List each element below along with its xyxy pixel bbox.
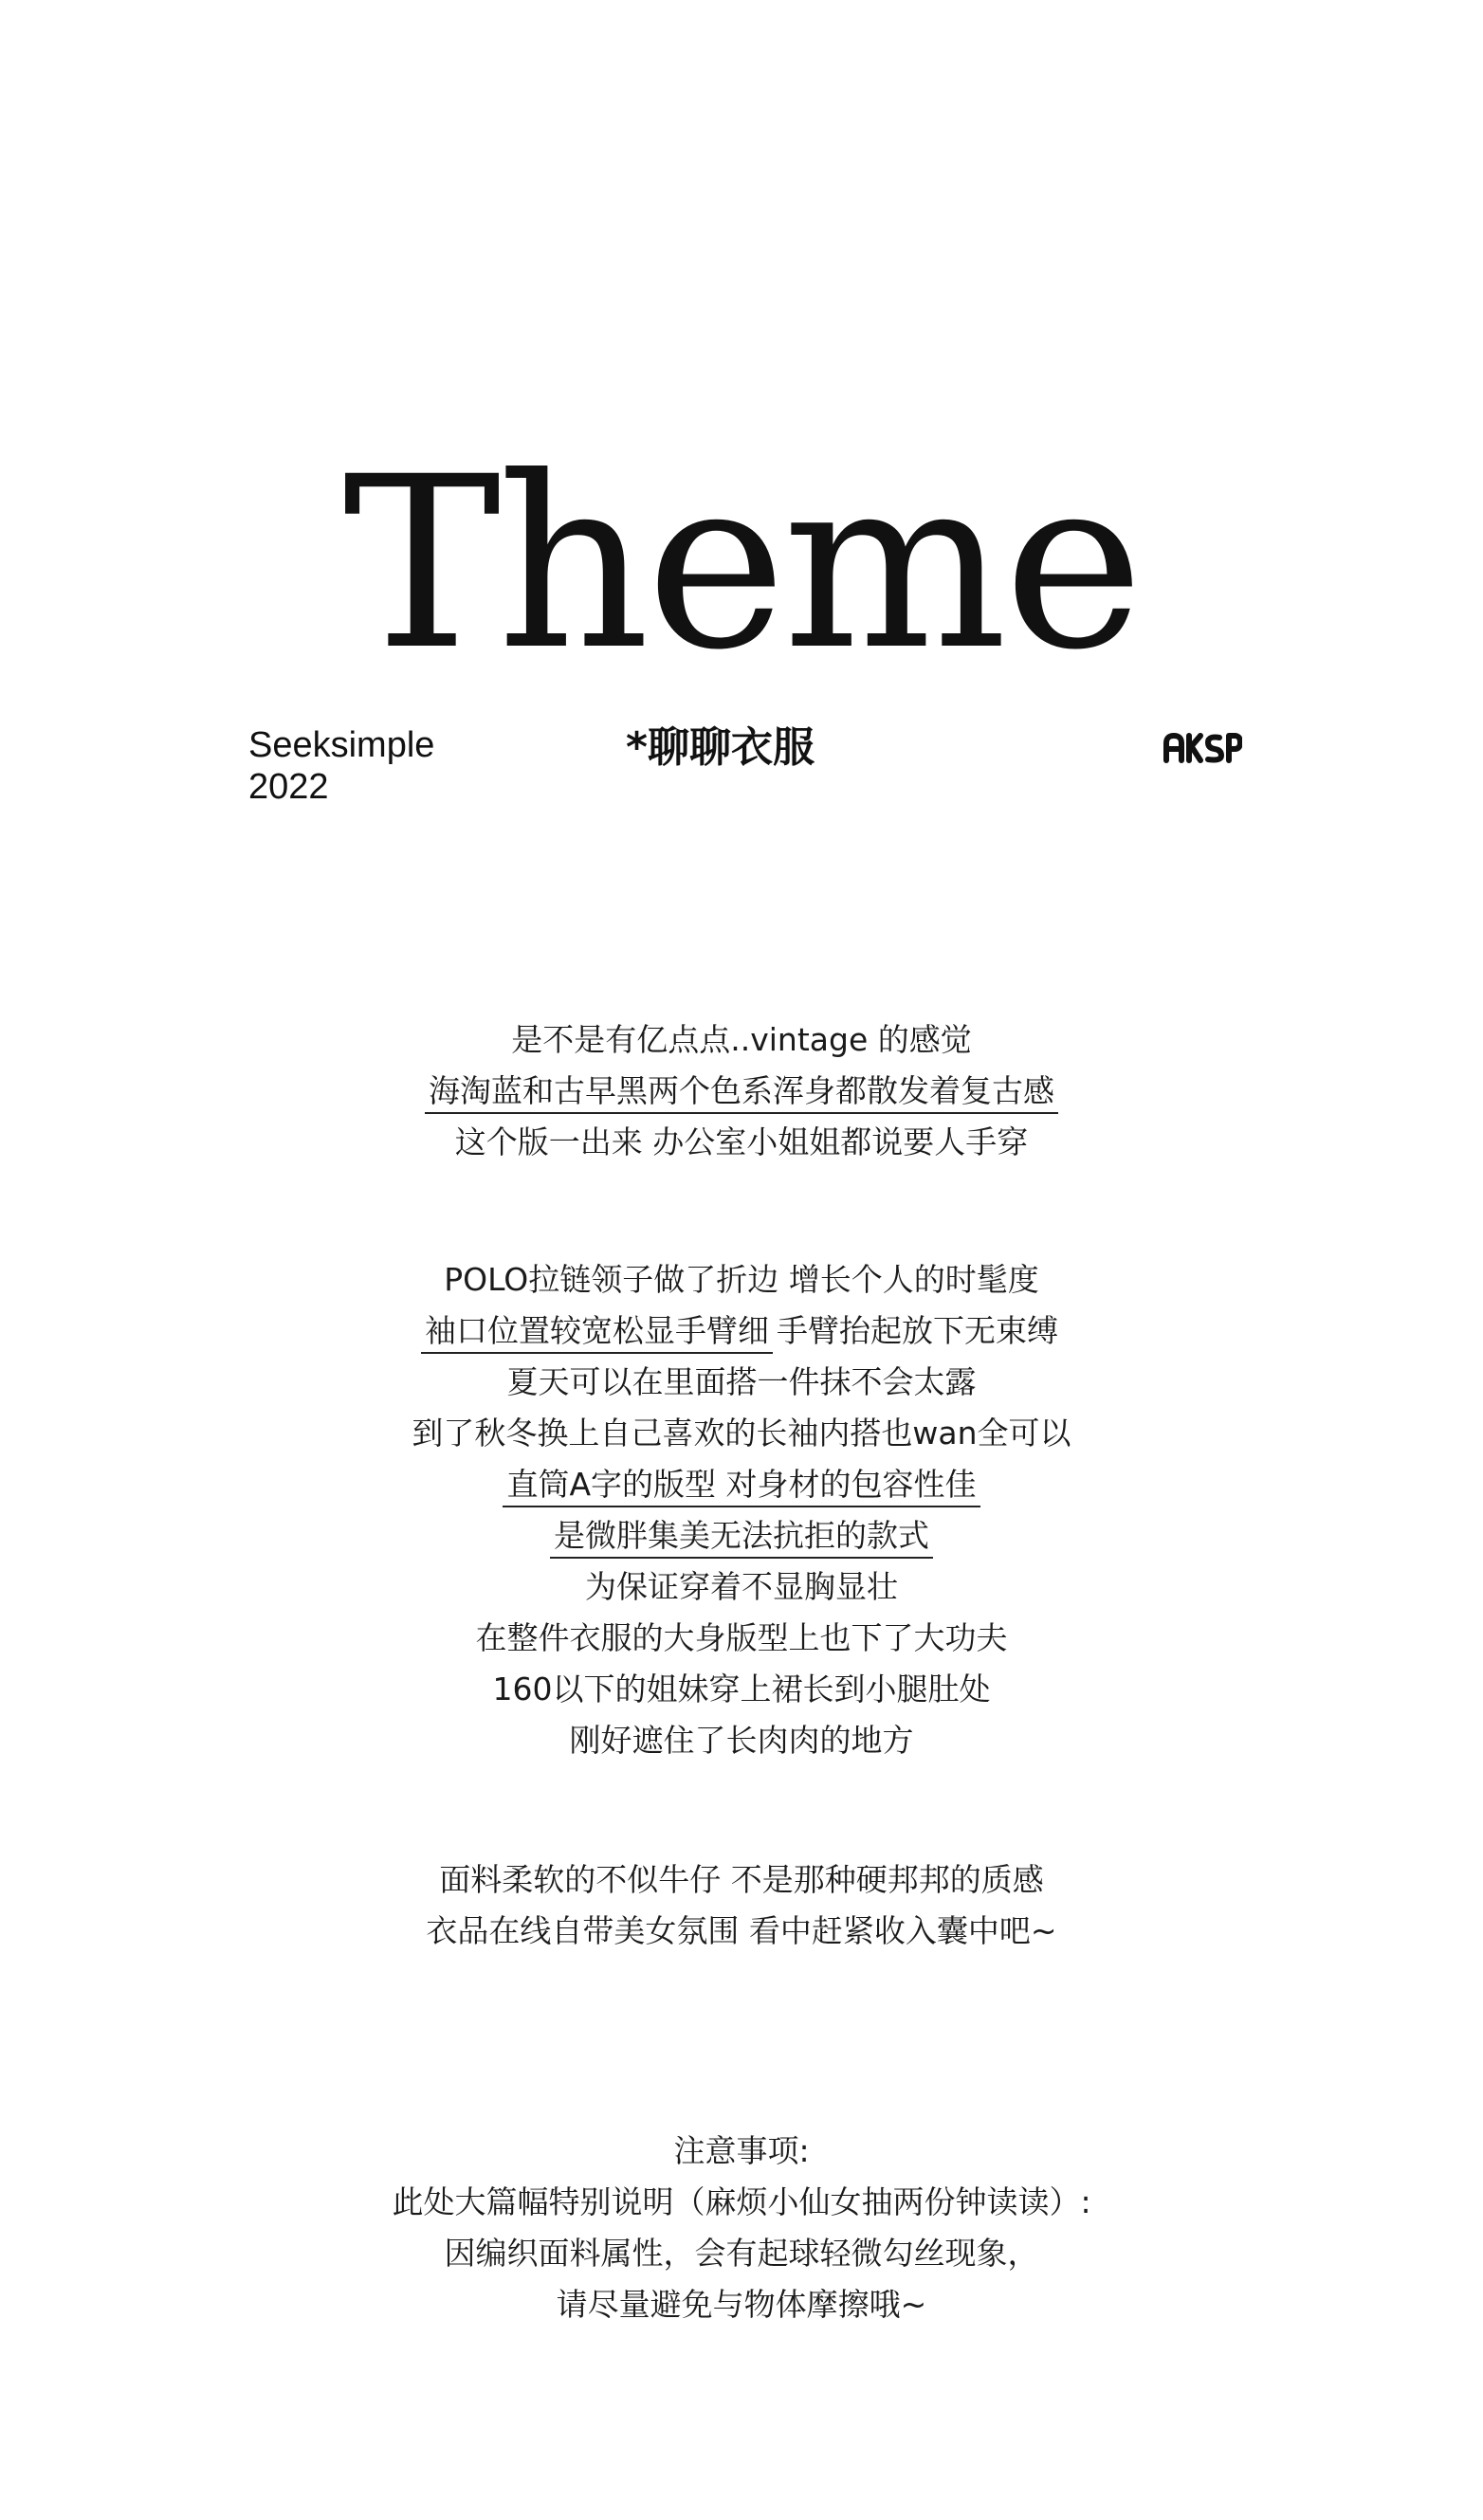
- brand-block: [248, 724, 434, 808]
- text-line: 刚好遮住了长肉肉的地方: [569, 1722, 914, 1759]
- text-line: 是不是有亿点点..vintage 的感觉: [511, 1021, 972, 1058]
- topic-heading: *聊聊衣服: [626, 723, 815, 772]
- text-line: 请尽量避免与物体摩擦哦~: [556, 2286, 927, 2323]
- text-line-underlined: 直筒A字的版型 对身材的包容性佳: [0, 1459, 1483, 1510]
- text-line: 因编织面料属性，会有起球轻微勾丝现象，: [444, 2235, 1039, 2272]
- aksp-logo: [1163, 730, 1242, 764]
- text-line: POLO拉链领子做了折边 增长个人的时髦度: [444, 1261, 1039, 1298]
- text-line-underlined: 海淘蓝和古早黑两个色系浑身都散发着复古感: [0, 1066, 1483, 1117]
- paragraph-features: [0, 1254, 1483, 1766]
- plain-segment: 手臂抬起放下无束缚: [777, 1312, 1058, 1349]
- text-line: 面料柔软的不似牛仔 不是那种硬邦邦的质感: [439, 1861, 1044, 1898]
- brand-year: 2022: [248, 767, 329, 807]
- paragraph-notice: [0, 2126, 1483, 2330]
- notice-heading: 注意事项:: [673, 2132, 810, 2169]
- brand-name: Seeksimple: [248, 725, 435, 765]
- text-line: 衣品在线自带美女氛围 看中赶紧收入囊中吧~: [426, 1912, 1057, 1949]
- underlined-segment: 袖口位置较宽松显手臂细: [421, 1310, 773, 1354]
- text-line: 这个版一出来 办公室小姐姐都说要人手穿: [454, 1123, 1029, 1160]
- text-line: 为保证穿着不显胸显壮: [585, 1568, 898, 1605]
- text-line: 夏天可以在里面搭一件抹不会太露: [506, 1363, 977, 1400]
- paragraph-fabric: [0, 1854, 1483, 1957]
- text-line-partial-underline: [0, 1306, 1483, 1357]
- text-line: 160以下的姐妹穿上裙长到小腿肚处: [492, 1671, 991, 1707]
- text-line: 此处大篇幅特别说明（麻烦小仙女抽两份钟读读）:: [392, 2183, 1091, 2220]
- text-line-underlined: 是微胖集美无法抗拒的款式: [0, 1510, 1483, 1561]
- text-line: 在整件衣服的大身版型上也下了大功夫: [475, 1619, 1008, 1656]
- paragraph-intro: [0, 1014, 1483, 1168]
- text-line: 到了秋冬换上自己喜欢的长袖内搭也wan全可以: [412, 1415, 1071, 1452]
- theme-title: Theme: [342, 426, 1141, 702]
